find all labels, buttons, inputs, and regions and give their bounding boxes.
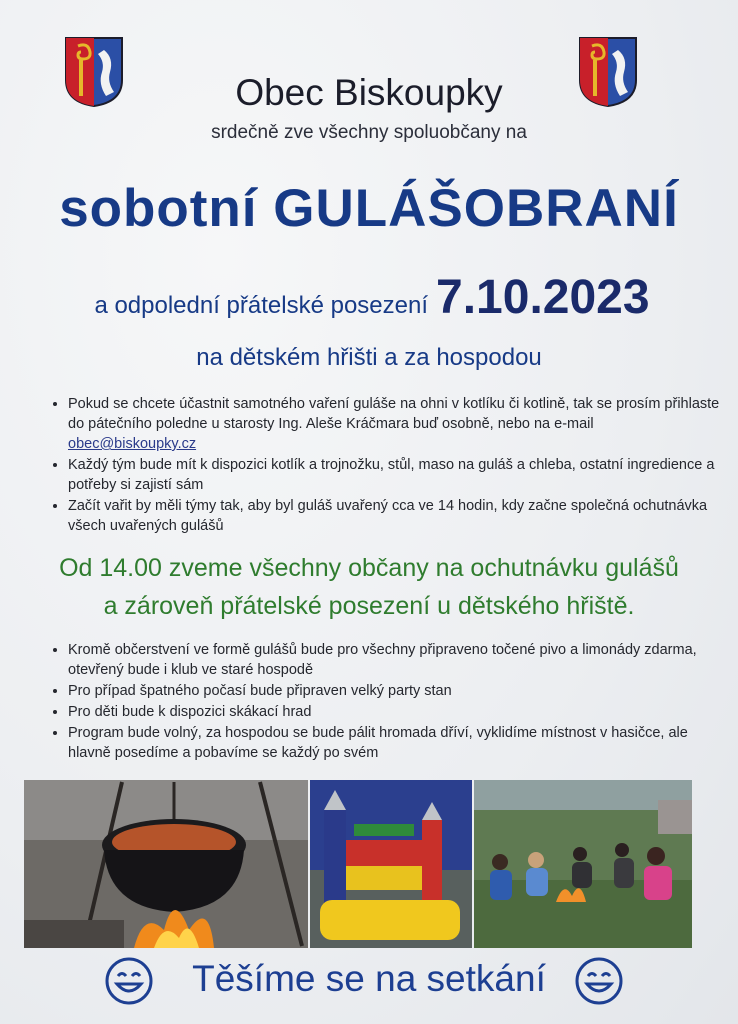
invitation-text: srdečně zve všechny spoluobčany na [211,122,527,143]
list-item: • Začít vařit by měli týmy tak, aby byl guláš uvařený cca ve 14 hodin, kdy začne společná ochutnávka všech uvařených gulášů [68,496,732,536]
campfire-gathering-photo [474,780,692,948]
list-item: • Kromě občerstvení ve formě gulášů bude pro všechny připraveno točené pivo a limonády zdarma, otevřený bude i klub ve staré hospodě [68,640,732,680]
list-item: • Pro děti bude k dispozici skákací hrad [68,702,732,722]
event-date: 7.10.2023 [436,271,650,324]
list-item: • Pro případ špatného počasí bude připraven velký party stan [68,681,732,701]
bouncy-castle-photo [310,780,472,948]
list-item: • Pokud se chcete účastnit samotného vaření guláše na ohni v kotlíku či kotlině, tak se prosím přihlaste do pátečního poledne u starosty Ing. Aleše Kráčmara buď osobně, nebo na e-mail obec@biskoupky.cz [68,394,732,454]
subheadline-row [32,270,712,325]
list-item: • Program bude volný, za hospodou se bude pálit hromada dříví, vyklidíme místnost v hasičce, ale hlavně posedíme a pobavíme se každý po svém [68,723,732,763]
email-link[interactable]: obec@biskoupky.cz [68,436,197,452]
event-location: na dětském hřišti a za hospodou [196,344,542,371]
photo-strip [24,780,692,948]
event-headline: sobotní GULÁŠOBRANÍ [59,179,679,238]
subheadline: a odpolední přátelské posezení [94,292,429,319]
closing-message: Těšíme se na setkání [192,958,546,999]
program-list [40,640,732,764]
municipality-title: Obec Biskoupky [235,72,503,113]
gathering-announcement: a zároveň přátelské posezení u dětského hřiště. [103,592,635,620]
smiley-face-icon [574,956,624,1006]
info-list [40,394,732,537]
list-item: • Každý tým bude mít k dispozici kotlík a trojnožku, stůl, maso na guláš a chleba, ostatní ingredience a potřeby si zajistí sám [68,455,732,495]
goulash-cauldron-photo [24,780,308,948]
tasting-announcement: Od 14.00 zveme všechny občany na ochutnávku gulášů [59,554,679,582]
